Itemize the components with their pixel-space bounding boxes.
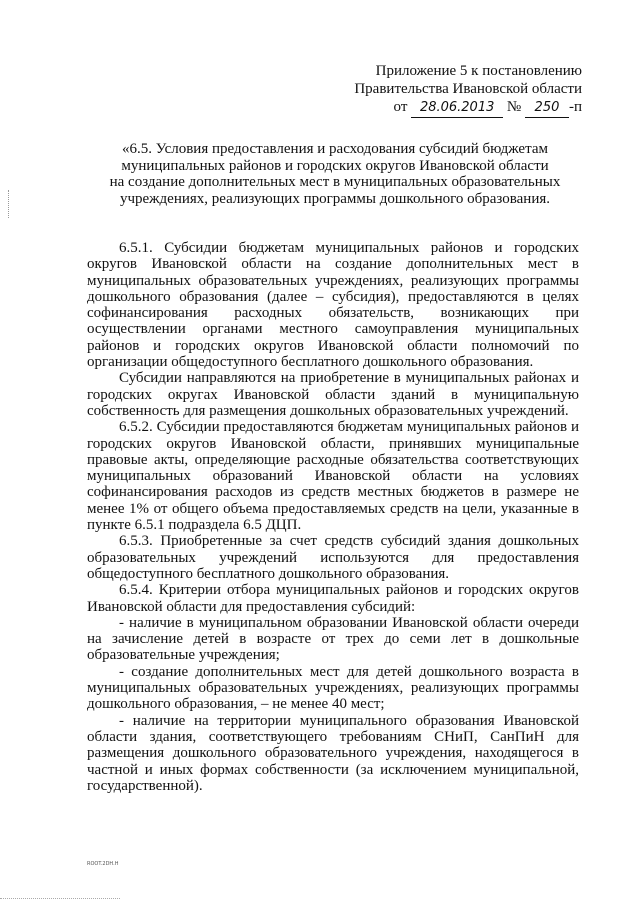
- title-line: учреждениях, реализующих программы дошкольного образования.: [119, 190, 550, 207]
- section-title: [100, 141, 570, 207]
- criteria-item-queue: - наличие в муниципальном образовании Ивановской области очереди на зачисление детей в возрасте от трех до семи лет в дошкольные образовательные учреждения;: [87, 614, 579, 664]
- margin-scan-mark: [8, 190, 11, 218]
- appendix-line-3: [342, 98, 582, 118]
- criteria-item-places: - создание дополнительных мест для детей дошкольного возраста в муниципальных образовательных учреждениях, реализующих программы дошкольного образования, – не менее 40 мест;: [87, 663, 579, 713]
- appendix-line-2: Правительства Ивановской области: [354, 81, 582, 97]
- title-line: «6.5. Условия предоставления и расходования субсидий бюджетам: [122, 141, 548, 157]
- paragraph-6-5-1: 6.5.1. Субсидии бюджетам муниципальных районов и городских округов Ивановской области на создание дополнительных мест в муниципальных образовательных учреждениях, реализующих программы дошкольного образования (далее – субсидия), предоставляются в целях софинансирования расходных обязательств, возникающих при осуществлении органами местного самоуправления муниципальных районов и городских округов Ивановской области полномочий по организации общедоступного бесплатного дошкольного образования.: [87, 240, 579, 371]
- footer-file-code: ROOT.2DH.H: [87, 861, 119, 867]
- paragraph-6-5-4: 6.5.4. Критерии отбора муниципальных районов и городских округов Ивановской области для предоставления субсидий:: [87, 582, 579, 615]
- appendix-line-1: Приложение 5 к постановлению: [375, 63, 582, 79]
- paragraph-6-5-2: 6.5.2. Субсидии предоставляются бюджетам муниципальных районов и городских округов Ивановской области, принявших муниципальные правовые акты, определяющие расходные обязательства соответствующих муниципальных образований Ивановской области на условиях софинансирования расходов из средств местных бюджетов в размере не менее 1% от общего объема предоставляемых средств на цели, указанные в пункте 6.5.1 подраздела 6.5 ДЦП.: [87, 419, 579, 534]
- handwritten-number: 250: [525, 99, 569, 118]
- appendix-header: [342, 62, 582, 118]
- title-line: муниципальных районов и городских округов Ивановской области: [121, 157, 549, 174]
- document-body: [87, 240, 579, 794]
- number-suffix: -п: [568, 99, 582, 115]
- number-label: №: [506, 99, 522, 115]
- paragraph-6-5-3: 6.5.3. Приобретенные за счет средств субсидий здания дошкольных образовательных учреждений используются для предоставления общедоступного бесплатного дошкольного образования.: [87, 533, 579, 582]
- bottom-scan-strip: [0, 898, 120, 905]
- title-line: на создание дополнительных мест в муниципальных образовательных: [109, 174, 561, 190]
- from-label: от: [393, 99, 408, 115]
- criteria-item-building: - наличие на территории муниципального образования Ивановской области здания, соответствующего требованиям СНиП, СанПиН для размещения дошкольного образовательного учреждения, находящегося в частной и иных формах собственности (за исключением муниципальной, государственной).: [87, 712, 579, 794]
- paragraph-subsidy-direction: Субсидии направляются на приобретение в муниципальных районах и городских округах Ивановской области зданий в муниципальную собственность для размещения дошкольных образовательных учреждений.: [87, 370, 579, 419]
- handwritten-date: 28.06.2013: [411, 99, 503, 118]
